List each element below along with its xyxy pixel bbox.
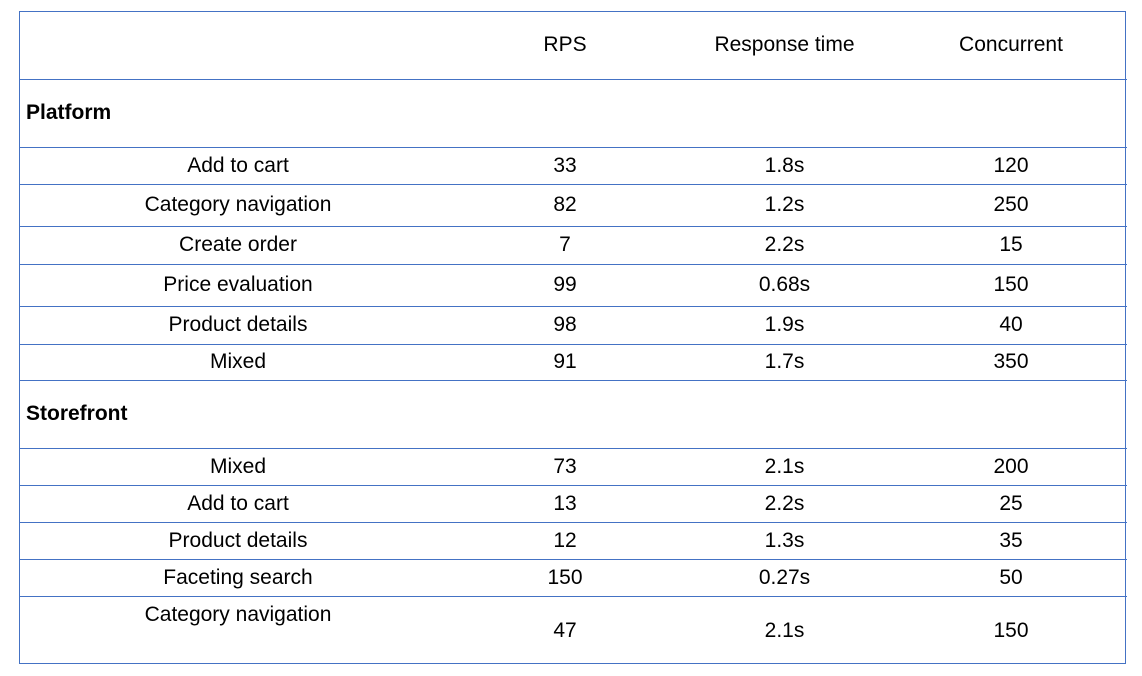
row-rps: 47 — [553, 618, 577, 642]
row-label: Category navigation — [144, 193, 332, 216]
row-concurrent: 350 — [993, 350, 1029, 373]
row-response-time: 0.27s — [758, 565, 811, 589]
row-concurrent: 150 — [993, 618, 1029, 642]
header-rps: RPS — [543, 33, 587, 57]
row-response-time: 1.3s — [764, 528, 805, 552]
row-rps: 82 — [553, 193, 577, 216]
row-rps: 33 — [553, 153, 577, 177]
row-concurrent: 250 — [993, 193, 1029, 216]
section-row-platform — [20, 79, 1127, 147]
table-row — [20, 448, 1127, 485]
row-concurrent: 120 — [993, 153, 1029, 177]
table-row — [20, 306, 1127, 344]
row-label: Price evaluation — [163, 273, 313, 296]
row-label: Product details — [168, 528, 308, 552]
table-row — [20, 226, 1127, 264]
row-response-time: 2.2s — [764, 491, 805, 515]
row-rps: 13 — [553, 491, 577, 515]
header-label-cell — [20, 12, 456, 79]
table-row — [20, 264, 1127, 306]
table-row — [20, 184, 1127, 226]
row-rps: 150 — [547, 565, 583, 589]
row-label: Add to cart — [187, 491, 289, 515]
row-rps: 98 — [553, 313, 577, 336]
table-row — [20, 344, 1127, 380]
section-title: Platform — [26, 101, 112, 124]
row-label: Create order — [179, 233, 297, 256]
row-label: Product details — [168, 313, 308, 336]
table-row — [20, 147, 1127, 184]
row-response-time: 1.2s — [764, 193, 805, 216]
header-concurrent: Concurrent — [959, 33, 1063, 57]
row-response-time: 1.8s — [764, 153, 805, 177]
table-row — [20, 522, 1127, 559]
section-row-storefront — [20, 380, 1127, 448]
table-row — [20, 559, 1127, 596]
performance-table-container — [19, 11, 1126, 664]
row-response-time: 1.7s — [764, 350, 805, 373]
performance-table — [20, 12, 1127, 662]
row-concurrent: 35 — [999, 528, 1023, 552]
row-response-time: 2.2s — [764, 233, 805, 256]
row-label: Mixed — [209, 350, 267, 373]
row-response-time: 2.1s — [764, 618, 805, 642]
row-label: Mixed — [209, 454, 267, 478]
section-title: Storefront — [26, 402, 128, 425]
row-concurrent: 150 — [993, 273, 1029, 296]
row-rps: 99 — [553, 273, 577, 296]
row-rps: 7 — [559, 233, 571, 256]
table-row — [20, 596, 1127, 662]
row-concurrent: 50 — [999, 565, 1023, 589]
row-label: Faceting search — [163, 565, 313, 589]
row-concurrent: 25 — [999, 491, 1023, 515]
row-concurrent: 15 — [999, 233, 1023, 256]
row-label: Category navigation — [144, 602, 332, 626]
row-response-time: 0.68s — [758, 273, 811, 296]
row-rps: 12 — [553, 528, 577, 552]
row-rps: 73 — [553, 454, 577, 478]
header-response-time: Response time — [714, 33, 855, 57]
row-response-time: 1.9s — [764, 313, 805, 336]
row-response-time: 2.1s — [764, 454, 805, 478]
row-concurrent: 40 — [999, 313, 1023, 336]
table-header-row — [20, 12, 1127, 79]
row-rps: 91 — [553, 350, 577, 373]
row-concurrent: 200 — [993, 454, 1029, 478]
table-row — [20, 485, 1127, 522]
row-label: Add to cart — [187, 153, 289, 177]
